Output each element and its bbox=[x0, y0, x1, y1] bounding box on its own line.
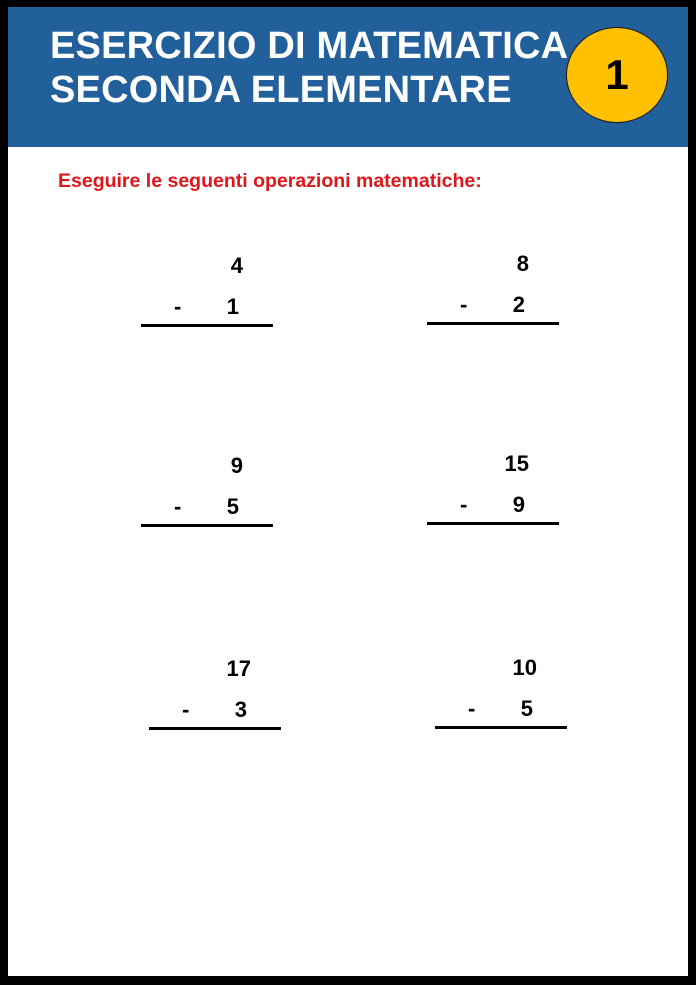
subtrahend: 2 bbox=[512, 292, 525, 317]
subtrahend: 1 bbox=[226, 294, 239, 319]
subtrahend: 5 bbox=[226, 494, 239, 519]
title-line-2: SECONDA ELEMENTARE bbox=[50, 69, 512, 111]
title-line-1: ESERCIZIO DI MATEMATICA bbox=[50, 25, 569, 67]
instruction-text: Eseguire le seguenti operazioni matematiche: bbox=[58, 170, 482, 192]
answer-line bbox=[141, 324, 273, 327]
subtraction-problem-6 bbox=[435, 656, 567, 736]
answer-line bbox=[141, 524, 273, 527]
subtraction-problem-3 bbox=[141, 454, 273, 534]
minuend: 15 bbox=[504, 451, 529, 476]
minus-sign: - bbox=[174, 494, 182, 519]
minuend: 17 bbox=[226, 656, 251, 681]
minus-sign: - bbox=[460, 492, 468, 517]
subtraction-problem-4 bbox=[427, 452, 559, 532]
answer-line bbox=[149, 727, 281, 730]
minus-sign: - bbox=[468, 696, 476, 721]
subtrahend: 3 bbox=[234, 697, 247, 722]
minuend: 4 bbox=[230, 253, 243, 278]
minus-sign: - bbox=[182, 697, 190, 722]
subtraction-problem-5 bbox=[149, 657, 281, 737]
worksheet-number-badge: 1 bbox=[566, 27, 668, 123]
subtrahend: 9 bbox=[512, 492, 525, 517]
subtrahend: 5 bbox=[520, 696, 533, 721]
minus-sign: - bbox=[460, 292, 468, 317]
minuend: 9 bbox=[230, 453, 243, 478]
answer-line bbox=[427, 322, 559, 325]
subtraction-problem-1 bbox=[141, 254, 273, 334]
answer-line bbox=[435, 726, 567, 729]
header-banner bbox=[8, 7, 688, 147]
answer-line bbox=[427, 522, 559, 525]
minuend: 8 bbox=[516, 251, 529, 276]
subtraction-problem-2 bbox=[427, 252, 559, 332]
minuend: 10 bbox=[512, 655, 537, 680]
minus-sign: - bbox=[174, 294, 182, 319]
